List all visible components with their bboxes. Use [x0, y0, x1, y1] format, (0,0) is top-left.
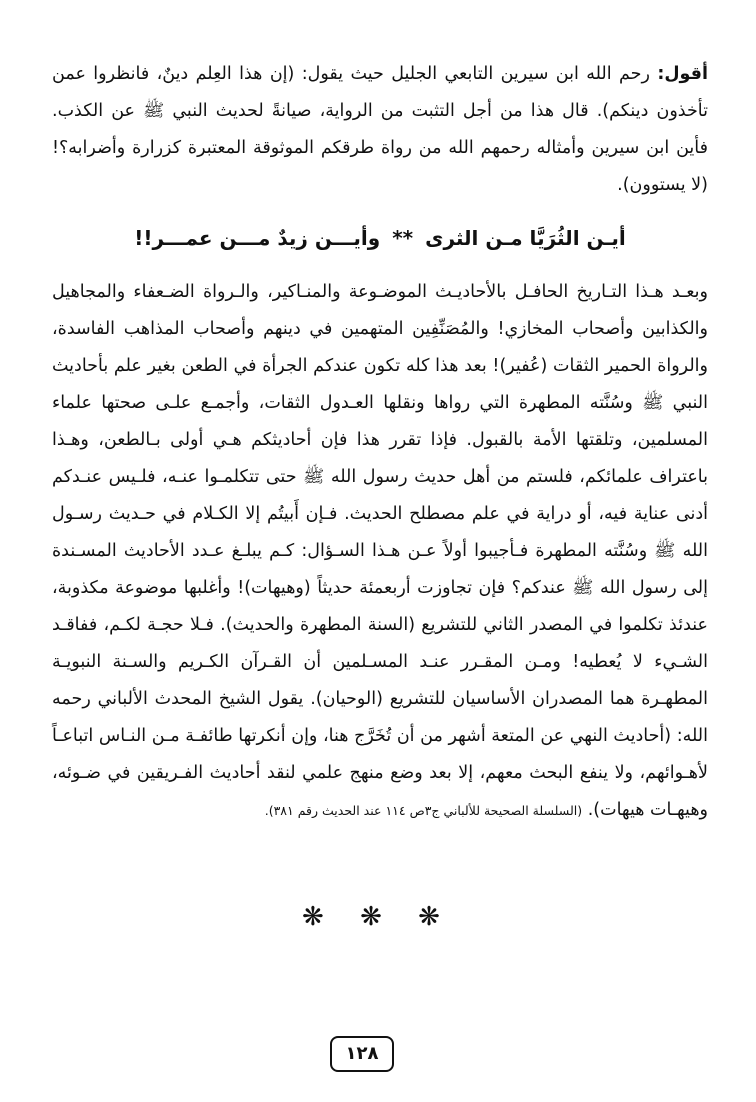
verse-separator: ** [392, 226, 414, 250]
source-reference: (السلسلة الصحيحة للألباني ج٣ص ١١٤ عند الحديث رقم ٣٨١). [264, 803, 583, 818]
page-number: ١٢٨ [330, 1036, 394, 1072]
paragraph-main-text: وبعـد هـذا التـاريخ الحافـل بالأحاديـث الموضـوعة والمنـاكير، والـرواة الضـعفاء والمجاهيل والكذابين وأصحاب المخازي! والمُصَنِّفِين المتهمين في دينهم وأصحاب المذاهب الفاسدة، والرواة الحمير الثقات (عُفير)! بعد هذا كله تكون عندكم الجرأة في الطعن بغير علم بأحاديث النبي ﷺ وسُنَّته المطهرة التي رواها ونقلها العـدول الثقات، وأجمـع علـى صحتها علماء المسلمين، وتلقتها الأمة بالقبول. فإذا تقرر هذا فإن أحاديثكم هـي أولى بـالطعن، وهـذا باعتراف علمائكم، فلستم من أهل حديث رسول الله ﷺ حتى تتكلمـوا عنـه، فلـيس عنـدكم أدنى عناية فيه، أو دراية في علم مصطلح الحديث. فـإن أَبيتُم إلا الكـلام في حـديث رسـول الله ﷺ وسُنَّته المطهرة فـأجيبوا أولاً عـن هـذا السـؤال: كـم يبلـغ عـدد الأحاديث المسـندة إلى رسول الله ﷺ عندكم؟ فإن تجاوزت أربعمئة حديثاً (وهيهات)! وأغلبها موضوعة مكذوبة، عندئذ تكلموا في المصدر الثاني للتشريع (السنة المطهرة والحديث). فـلا حجـة لكـم، ففاقـد الشـيء لا يُعطيه! ومـن المقـرر عنـد المسـلمين أن القـرآن الكـريم والسـنة النبويـة المطهـرة هما المصدران الأساسيان للتشريع (الوحيان). يقول الشيخ المحدث الألباني رحمه الله: (أحاديث النهي عن المتعة أشهر من أن تُخَرَّج هنا، وإن أنكرتها طائفـة مـن النـاس اتباعـاً لأهـوائهم، ولا ينفع البحث معهم، إلا بعد وضع منهج علمي لنقد أحاديث الفـريقين في ضـوئه، وهيهـات هيهات). [52, 282, 708, 820]
paragraph-main [52, 274, 708, 829]
verse-second-hemistich: وأيـــن زيدٌ مـــن عمـــر!! [134, 226, 381, 250]
paragraph-intro [52, 56, 708, 204]
page-body [52, 56, 708, 829]
section-ornaments: ❋ ❋ ❋ [302, 902, 454, 932]
poetry-verse [52, 218, 708, 258]
paragraph-intro-text: رحم الله ابن سيرين التابعي الجليل حيث يقول: (إن هذا العِلم دينٌ، فانظروا عمن تأخذون دينكم). قال هذا من أجل التثبت من الرواية، صيانةً لحديث النبي ﷺ عن الكذب. فأين ابن سيرين وأمثاله رحمهم الله من رواة طرقكم الموثوقة المعتبرة كزرارة وأضرابه؟! (لا يستوون). [52, 64, 708, 195]
verse-first-hemistich: أيـن الثُرَيَّا مـن الثرى [425, 226, 626, 250]
paragraph-lead: أقول: [657, 64, 708, 84]
